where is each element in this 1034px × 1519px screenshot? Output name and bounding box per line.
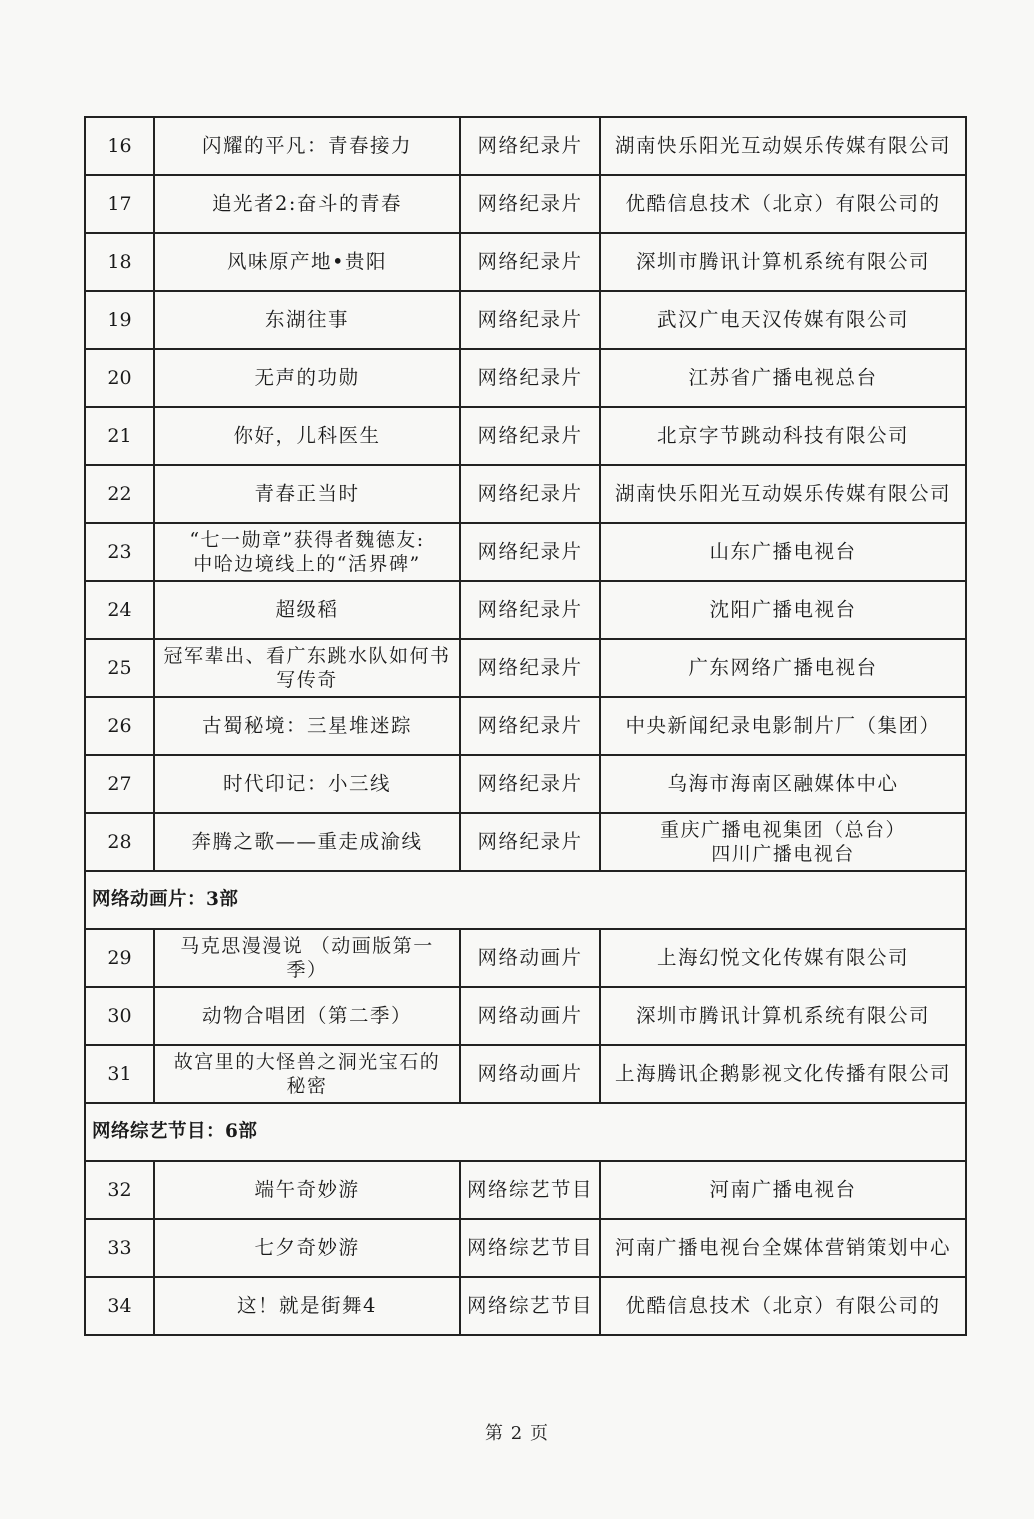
row-number: 28 [85,813,154,871]
category-cell: 网络纪录片 [460,233,600,291]
row-number: 30 [85,987,154,1045]
page-footer: 第 2 页 [485,1423,549,1444]
work-title-line-1: 冠军辈出、看广东跳水队如何书 [163,645,451,667]
row-number: 27 [85,755,154,813]
section-header: 网络综艺节目：6部 [85,1103,966,1161]
table-row [85,1045,966,1103]
work-title-cell: 时代印记：小三线 [154,755,460,813]
work-title-cell [154,1045,460,1103]
organization-line-2: 四川广播电视台 [711,843,855,865]
organization-cell: 沈阳广播电视台 [600,581,966,639]
organization-line-1: 重庆广播电视集团（总台） [659,819,906,841]
work-title-cell: 古蜀秘境：三星堆迷踪 [154,697,460,755]
work-title-cell: 你好，儿科医生 [154,407,460,465]
row-number: 32 [85,1161,154,1219]
table-row [85,465,966,523]
organization-cell: 山东广播电视台 [600,523,966,581]
row-number: 21 [85,407,154,465]
row-number: 24 [85,581,154,639]
row-number: 17 [85,175,154,233]
table-row [85,349,966,407]
work-title-line-2: 秘密 [286,1075,328,1097]
organization-cell: 深圳市腾讯计算机系统有限公司 [600,233,966,291]
works-table-body [85,117,966,1335]
category-cell: 网络纪录片 [460,581,600,639]
category-cell: 网络动画片 [460,1045,600,1103]
organization-cell: 武汉广电天汉传媒有限公司 [600,291,966,349]
row-number: 22 [85,465,154,523]
organization-cell: 上海幻悦文化传媒有限公司 [600,929,966,987]
category-cell: 网络纪录片 [460,523,600,581]
category-cell: 网络纪录片 [460,349,600,407]
table-row [85,407,966,465]
organization-cell: 湖南快乐阳光互动娱乐传媒有限公司 [600,117,966,175]
table-row [85,1161,966,1219]
category-cell: 网络纪录片 [460,465,600,523]
work-title-cell: 风味原产地•贵阳 [154,233,460,291]
work-title-cell: 这！就是街舞4 [154,1277,460,1335]
category-cell: 网络综艺节目 [460,1219,600,1277]
row-number: 18 [85,233,154,291]
work-title-line-2: 中哈边境线上的“活界碑” [193,553,421,575]
table-row [85,291,966,349]
organization-cell: 优酷信息技术（北京）有限公司的 [600,1277,966,1335]
work-title-cell: 七夕奇妙游 [154,1219,460,1277]
work-title-cell: 追光者2:奋斗的青春 [154,175,460,233]
organization-cell: 优酷信息技术（北京）有限公司的 [600,175,966,233]
organization-cell: 河南广播电视台全媒体营销策划中心 [600,1219,966,1277]
work-title-cell: 超级稻 [154,581,460,639]
table-row [85,581,966,639]
section-header-row [85,871,966,929]
work-title-cell [154,523,460,581]
organization-cell: 乌海市海南区融媒体中心 [600,755,966,813]
work-title-cell [154,929,460,987]
organization-cell: 湖南快乐阳光互动娱乐传媒有限公司 [600,465,966,523]
table-row [85,755,966,813]
row-number: 34 [85,1277,154,1335]
organization-cell: 广东网络广播电视台 [600,639,966,697]
work-title-line-1: 马克思漫漫说 （动画版第一 [180,935,434,957]
works-table [84,116,967,1336]
work-title-line-1: 故宫里的大怪兽之洞光宝石的 [173,1051,441,1073]
table-row [85,117,966,175]
section-header: 网络动画片：3部 [85,871,966,929]
category-cell: 网络纪录片 [460,291,600,349]
category-cell: 网络纪录片 [460,407,600,465]
table-row [85,639,966,697]
row-number: 16 [85,117,154,175]
work-title-line-2: 季） [286,959,328,981]
category-cell: 网络纪录片 [460,697,600,755]
row-number: 25 [85,639,154,697]
row-number: 19 [85,291,154,349]
category-cell: 网络纪录片 [460,175,600,233]
category-cell: 网络综艺节目 [460,1161,600,1219]
table-row [85,929,966,987]
organization-cell [600,813,966,871]
work-title-cell: 端午奇妙游 [154,1161,460,1219]
work-title-cell: 青春正当时 [154,465,460,523]
row-number: 20 [85,349,154,407]
table-row [85,1277,966,1335]
organization-cell: 河南广播电视台 [600,1161,966,1219]
table-row [85,175,966,233]
category-cell: 网络纪录片 [460,639,600,697]
organization-cell: 北京字节跳动科技有限公司 [600,407,966,465]
category-cell: 网络动画片 [460,987,600,1045]
organization-cell: 江苏省广播电视总台 [600,349,966,407]
work-title-cell: 奔腾之歌——重走成渝线 [154,813,460,871]
category-cell: 网络纪录片 [460,755,600,813]
work-title-line-1: “七一勋章”获得者魏德友: [189,529,425,551]
work-title-line-2: 写传奇 [276,669,338,691]
category-cell: 网络综艺节目 [460,1277,600,1335]
row-number: 26 [85,697,154,755]
row-number: 29 [85,929,154,987]
table-row [85,813,966,871]
work-title-cell: 闪耀的平凡：青春接力 [154,117,460,175]
section-header-row [85,1103,966,1161]
row-number: 31 [85,1045,154,1103]
table-row [85,987,966,1045]
row-number: 33 [85,1219,154,1277]
category-cell: 网络纪录片 [460,813,600,871]
category-cell: 网络纪录片 [460,117,600,175]
organization-cell: 中央新闻纪录电影制片厂（集团） [600,697,966,755]
work-title-cell [154,639,460,697]
category-cell: 网络动画片 [460,929,600,987]
table-row [85,1219,966,1277]
table-row [85,523,966,581]
organization-cell: 上海腾讯企鹅影视文化传播有限公司 [600,1045,966,1103]
row-number: 23 [85,523,154,581]
organization-cell: 深圳市腾讯计算机系统有限公司 [600,987,966,1045]
work-title-cell: 东湖往事 [154,291,460,349]
table-row [85,697,966,755]
table-row [85,233,966,291]
work-title-cell: 无声的功勋 [154,349,460,407]
work-title-cell: 动物合唱团（第二季） [154,987,460,1045]
